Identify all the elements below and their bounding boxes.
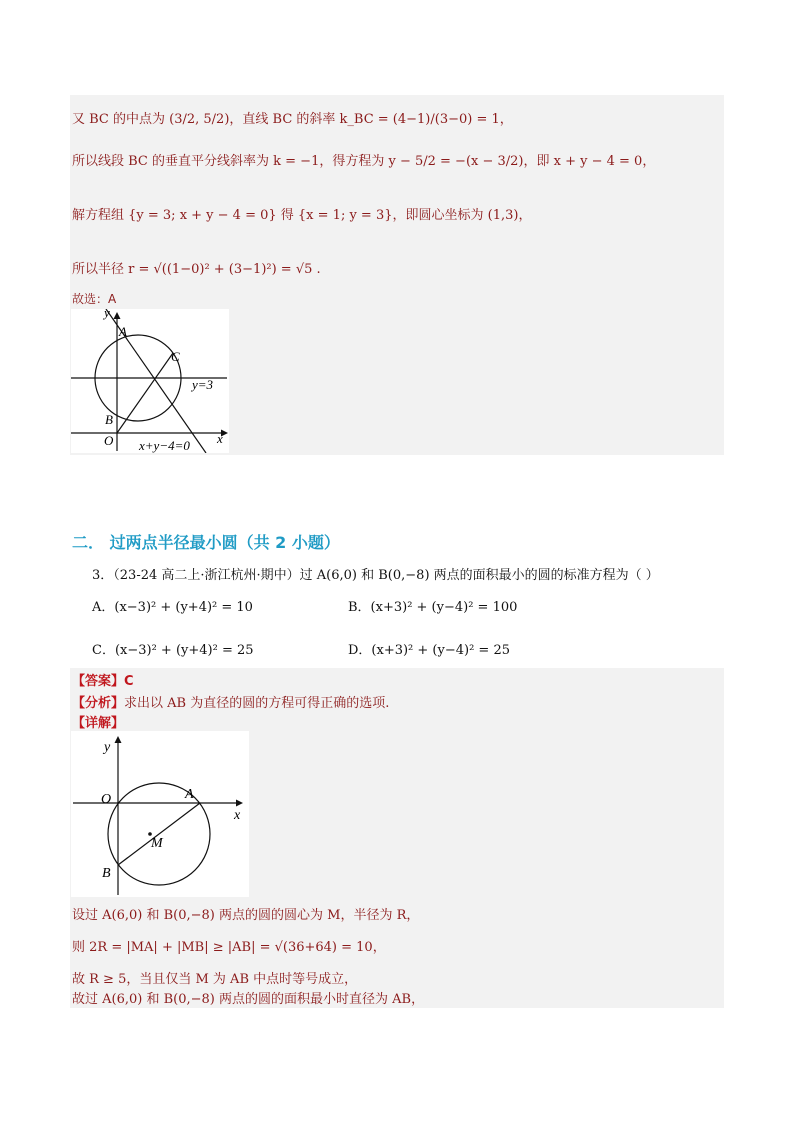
y-axis-arrow [114, 312, 121, 319]
solution-line-4: 所以半径 r = √((1−0)² + (3−1)²) = √5 . [72, 262, 321, 277]
segment-ab [118, 803, 200, 865]
answer-row [72, 670, 134, 689]
detail-line-2: 则 2R = |MA| + |MB| ≥ |AB| = √(36+64) = 10， [72, 940, 386, 955]
answer-value: C [124, 674, 134, 689]
label-c: C [171, 349, 180, 364]
detail-row [72, 712, 124, 731]
label-x: x [217, 431, 223, 446]
label-line2: x+y−4=0 [139, 438, 190, 453]
answer-tag: 【答案】 [72, 674, 125, 689]
detail-line-4: 故过 A(6,0) 和 B(0,−8) 两点的圆的面积最小时直径为 AB， [72, 992, 425, 1007]
answer-line: 故选：A [72, 292, 117, 306]
label-a: A [185, 787, 194, 802]
solution-line-2: 所以线段 BC 的垂直平分线斜率为 k = −1，得方程为 y − 5/2 = −(x − 3/2)，即 x + y − 4 = 0， [72, 154, 656, 169]
figure-2-svg [71, 731, 249, 897]
option-d[interactable]: D．(x+3)² + (y−4)² = 25 [348, 643, 510, 658]
label-b: B [105, 412, 113, 427]
label-y3: y=3 [192, 377, 214, 392]
figure-1-svg [71, 309, 229, 453]
label-m: M [151, 836, 163, 851]
solution-line-1: 又 BC 的中点为 (3/2, 5/2)，直线 BC 的斜率 k_BC = (4−1)/(3−0) = 1， [72, 112, 513, 127]
detail-line-1: 设过 A(6,0) 和 B(0,−8) 两点的圆的圆心为 M，半径为 R， [72, 908, 420, 923]
section-title: 二． 过两点半径最小圆（共 2 小题） [72, 533, 340, 552]
option-c[interactable]: C．(x−3)² + (y+4)² = 25 [92, 643, 254, 658]
detail-line-3: 故 R ≥ 5，当且仅当 M 为 AB 中点时等号成立， [72, 972, 358, 987]
label-a: A [119, 324, 127, 339]
label-y: y [104, 309, 110, 320]
label-o: O [101, 792, 112, 807]
solution-line-3: 解方程组 {y = 3; x + y − 4 = 0} 得 {x = 1; y = 3}，即圆心坐标为 (1,3)， [72, 208, 532, 223]
option-a[interactable]: A．(x−3)² + (y+4)² = 10 [92, 600, 253, 615]
option-b[interactable]: B．(x+3)² + (y−4)² = 100 [348, 600, 518, 615]
label-o: O [104, 433, 114, 448]
analysis-tag: 【分析】 [72, 696, 125, 711]
analysis-text: 求出以 AB 为直径的圆的方程可得正确的选项. [124, 696, 390, 711]
label-x: x [234, 808, 241, 823]
detail-tag: 【详解】 [72, 716, 125, 731]
figure-circle-2 [71, 731, 249, 897]
y-axis-arrow [115, 736, 122, 743]
analysis-row [72, 692, 389, 711]
figure-circle-1 [71, 309, 229, 453]
label-y: y [104, 740, 111, 755]
label-b: B [102, 866, 111, 881]
x-axis-arrow [236, 800, 243, 807]
question-stem: 3．（23-24 高二上·浙江杭州·期中）过 A(6,0) 和 B(0,−8) 两点的面积最小的圆的标准方程为（ ） [92, 568, 659, 583]
